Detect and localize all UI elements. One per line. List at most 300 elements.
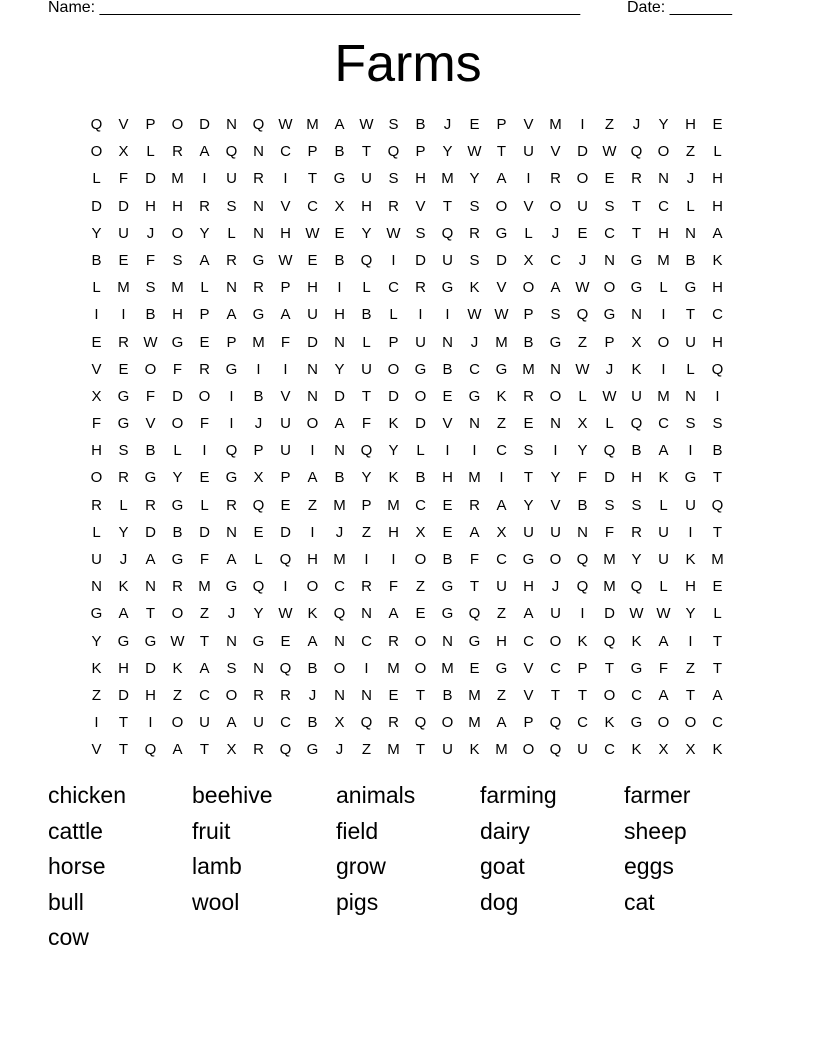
grid-cell: D bbox=[199, 116, 210, 133]
grid-cell: H bbox=[118, 659, 129, 677]
grid-cell: A bbox=[388, 605, 399, 623]
grid-cell: H bbox=[712, 197, 723, 215]
grid-cell: J bbox=[227, 605, 236, 623]
grid-cell: V bbox=[118, 116, 129, 133]
grid-cell: G bbox=[630, 659, 643, 677]
grid-cell: Y bbox=[442, 143, 453, 161]
grid-cell: O bbox=[144, 360, 157, 378]
grid-cell: W bbox=[170, 632, 185, 650]
grid-cell: K bbox=[307, 605, 318, 623]
grid-cell: U bbox=[496, 578, 507, 596]
grid-cell: Z bbox=[307, 496, 318, 514]
grid-cell: R bbox=[199, 197, 210, 215]
grid-cell: M bbox=[711, 551, 724, 568]
grid-cell: D bbox=[199, 523, 210, 541]
grid-cell: U bbox=[658, 523, 669, 541]
grid-cell: L bbox=[605, 415, 614, 433]
grid-cell: Q bbox=[711, 496, 724, 514]
grid-cell: I bbox=[121, 306, 126, 324]
grid-cell: Q bbox=[360, 251, 373, 269]
grid-cell: J bbox=[605, 360, 614, 378]
grid-cell: L bbox=[524, 224, 533, 242]
grid-cell: S bbox=[118, 442, 129, 460]
grid-cell: N bbox=[226, 116, 237, 133]
grid-cell: N bbox=[226, 279, 237, 297]
grid-cell: F bbox=[145, 251, 156, 269]
grid-cell: F bbox=[604, 523, 615, 541]
grid-cell: S bbox=[145, 279, 156, 297]
grid-cell: I bbox=[283, 578, 288, 596]
grid-cell: U bbox=[685, 496, 696, 514]
grid-cell: D bbox=[145, 523, 156, 541]
grid-cell: O bbox=[549, 632, 562, 650]
grid-cell: N bbox=[469, 415, 480, 433]
grid-cell: G bbox=[603, 306, 616, 324]
grid-cell: R bbox=[118, 469, 129, 487]
grid-cell: A bbox=[199, 143, 210, 161]
grid-cell: Q bbox=[225, 442, 238, 460]
grid-cell: Z bbox=[361, 523, 372, 541]
grid-cell: N bbox=[226, 632, 237, 650]
grid-cell: H bbox=[145, 686, 156, 704]
grid-cell: C bbox=[280, 143, 291, 161]
grid-cell: X bbox=[226, 741, 237, 759]
grid-cell: E bbox=[712, 578, 723, 596]
grid-cell: F bbox=[361, 415, 372, 433]
grid-cell: M bbox=[117, 279, 130, 297]
grid-cell: I bbox=[580, 605, 585, 623]
grid-cell: S bbox=[469, 197, 480, 215]
grid-cell: R bbox=[118, 333, 129, 351]
grid-cell: V bbox=[415, 197, 426, 215]
grid-cell: M bbox=[603, 578, 616, 596]
grid-cell: T bbox=[361, 143, 372, 161]
grid-cell: X bbox=[118, 143, 129, 161]
grid-cell: N bbox=[307, 360, 318, 378]
grid-cell: U bbox=[523, 143, 534, 161]
grid-cell: L bbox=[227, 224, 236, 242]
word-list-item: lamb bbox=[192, 853, 242, 879]
grid-cell: Q bbox=[333, 605, 346, 623]
grid-cell: F bbox=[199, 551, 210, 568]
grid-cell: T bbox=[145, 605, 156, 623]
grid-cell: I bbox=[148, 714, 153, 732]
grid-cell: C bbox=[523, 632, 534, 650]
grid-cell: I bbox=[445, 442, 450, 460]
grid-cell: A bbox=[199, 659, 210, 677]
grid-cell: L bbox=[92, 279, 101, 297]
grid-cell: Y bbox=[199, 224, 210, 242]
grid-cell: R bbox=[253, 170, 264, 188]
grid-cell: C bbox=[577, 714, 588, 732]
grid-cell: O bbox=[171, 605, 184, 623]
grid-cell: G bbox=[630, 714, 643, 732]
grid-cell: R bbox=[469, 496, 480, 514]
grid-cell: Q bbox=[279, 551, 292, 568]
grid-cell: R bbox=[388, 714, 399, 732]
grid-cell: K bbox=[685, 551, 696, 568]
grid-cell: A bbox=[280, 306, 291, 324]
grid-cell: Q bbox=[279, 659, 292, 677]
grid-cell: M bbox=[171, 170, 184, 188]
grid-cell: K bbox=[91, 659, 102, 677]
grid-cell: K bbox=[496, 387, 507, 405]
grid-cell: H bbox=[307, 551, 318, 568]
word-list-item: eggs bbox=[624, 853, 674, 879]
grid-cell: T bbox=[712, 632, 723, 650]
grid-cell: L bbox=[686, 197, 695, 215]
grid-cell: O bbox=[549, 551, 562, 568]
grid-cell: Y bbox=[172, 469, 183, 487]
grid-cell: F bbox=[199, 415, 210, 433]
grid-cell: I bbox=[688, 442, 693, 460]
grid-cell: U bbox=[307, 306, 318, 324]
grid-cell: V bbox=[550, 143, 561, 161]
grid-cell: O bbox=[603, 279, 616, 297]
grid-cell: F bbox=[658, 659, 669, 677]
grid-cell: C bbox=[307, 197, 318, 215]
word-list-item: horse bbox=[48, 853, 106, 879]
grid-cell: A bbox=[334, 415, 345, 433]
grid-cell: O bbox=[414, 551, 427, 568]
grid-cell: U bbox=[91, 551, 102, 568]
grid-cell: H bbox=[334, 306, 345, 324]
grid-cell: Z bbox=[496, 686, 507, 704]
grid-cell: K bbox=[631, 360, 642, 378]
grid-cell: T bbox=[307, 170, 318, 188]
grid-cell: B bbox=[91, 251, 102, 269]
grid-cell: U bbox=[280, 415, 291, 433]
grid-cell: J bbox=[146, 224, 155, 242]
grid-cell: R bbox=[253, 741, 264, 759]
grid-cell: H bbox=[145, 197, 156, 215]
grid-cell: X bbox=[496, 523, 507, 541]
grid-cell: I bbox=[310, 523, 315, 541]
grid-cell: G bbox=[144, 632, 157, 650]
grid-cell: O bbox=[90, 143, 103, 161]
grid-cell: O bbox=[306, 578, 319, 596]
grid-cell: H bbox=[388, 523, 399, 541]
grid-cell: I bbox=[661, 360, 666, 378]
grid-cell: G bbox=[171, 551, 184, 568]
word-list-item: cat bbox=[624, 888, 655, 915]
grid-cell: P bbox=[226, 333, 237, 351]
grid-cell: W bbox=[386, 224, 401, 242]
grid-cell: T bbox=[361, 387, 372, 405]
grid-cell: U bbox=[442, 251, 453, 269]
grid-cell: V bbox=[280, 197, 291, 215]
grid-cell: Y bbox=[577, 442, 588, 460]
grid-cell: K bbox=[172, 659, 183, 677]
word-list bbox=[48, 778, 768, 956]
grid-cell: P bbox=[523, 714, 534, 732]
grid-cell: O bbox=[90, 469, 103, 487]
grid-cell: O bbox=[441, 714, 454, 732]
grid-cell: R bbox=[253, 686, 264, 704]
grid-cell: P bbox=[496, 116, 507, 133]
grid-cell: L bbox=[389, 306, 398, 324]
grid-cell: S bbox=[388, 116, 399, 133]
grid-cell: G bbox=[522, 551, 535, 568]
grid-cell: R bbox=[199, 360, 210, 378]
grid-cell: G bbox=[495, 360, 508, 378]
grid-cell: Y bbox=[523, 496, 534, 514]
grid-cell: B bbox=[442, 551, 453, 568]
grid-cell: P bbox=[145, 116, 156, 133]
grid-cell: J bbox=[308, 686, 317, 704]
grid-cell: B bbox=[415, 116, 426, 133]
grid-cell: O bbox=[549, 197, 562, 215]
date-line: Date: _______ bbox=[627, 0, 732, 16]
grid-cell: X bbox=[91, 387, 102, 405]
grid-cell: K bbox=[658, 469, 669, 487]
grid-cell: C bbox=[361, 632, 372, 650]
grid-cell: H bbox=[415, 170, 426, 188]
grid-cell: J bbox=[632, 116, 641, 133]
grid-cell: M bbox=[387, 741, 400, 759]
grid-cell: E bbox=[523, 415, 534, 433]
grid-cell: J bbox=[578, 251, 587, 269]
grid-cell: T bbox=[685, 306, 696, 324]
word-list-item: field bbox=[336, 817, 379, 844]
grid-cell: U bbox=[685, 333, 696, 351]
grid-cell: E bbox=[280, 496, 291, 514]
grid-cell: T bbox=[415, 686, 426, 704]
grid-cell: P bbox=[415, 143, 426, 161]
grid-cell: Q bbox=[576, 306, 589, 324]
grid-cell: K bbox=[577, 632, 588, 650]
grid-cell: Q bbox=[630, 415, 643, 433]
grid-cell: N bbox=[145, 578, 156, 596]
grid-cell: T bbox=[604, 659, 615, 677]
grid-cell: N bbox=[253, 659, 264, 677]
grid-cell: Q bbox=[549, 714, 562, 732]
grid-cell: Y bbox=[118, 523, 129, 541]
grid-cell: R bbox=[631, 170, 642, 188]
grid-cell: O bbox=[171, 224, 184, 242]
grid-cell: Q bbox=[603, 632, 616, 650]
grid-cell: B bbox=[253, 387, 264, 405]
grid-cell: W bbox=[278, 605, 293, 623]
grid-cell: P bbox=[253, 442, 264, 460]
grid-cell: F bbox=[388, 578, 399, 596]
grid-cell: Q bbox=[279, 741, 292, 759]
grid-cell: E bbox=[469, 116, 480, 133]
name-line: Name: ______________________________________________________ bbox=[48, 0, 581, 16]
grid-cell: A bbox=[658, 686, 669, 704]
grid-cell: N bbox=[658, 170, 669, 188]
grid-cell: S bbox=[469, 251, 480, 269]
grid-cell: H bbox=[685, 116, 696, 133]
grid-cell: G bbox=[441, 578, 454, 596]
grid-cell: M bbox=[441, 170, 454, 188]
grid-cell: G bbox=[549, 333, 562, 351]
grid-cell: B bbox=[523, 333, 534, 351]
grid-cell: I bbox=[391, 251, 396, 269]
grid-cell: N bbox=[253, 197, 264, 215]
grid-cell: V bbox=[91, 741, 102, 759]
grid-cell: W bbox=[143, 333, 158, 351]
grid-cell: D bbox=[577, 143, 588, 161]
grid-cell: A bbox=[658, 442, 669, 460]
grid-cell: L bbox=[92, 523, 101, 541]
grid-cell: Z bbox=[361, 741, 372, 759]
grid-cell: P bbox=[307, 143, 318, 161]
grid-cell: V bbox=[523, 686, 534, 704]
word-list-item: dog bbox=[480, 888, 519, 915]
grid-cell: K bbox=[604, 714, 615, 732]
grid-cell: N bbox=[550, 415, 561, 433]
grid-cell: F bbox=[280, 333, 291, 351]
grid-cell: I bbox=[445, 306, 450, 324]
grid-cell: I bbox=[580, 116, 585, 133]
grid-cell: Q bbox=[576, 551, 589, 568]
grid-cell: I bbox=[229, 387, 234, 405]
grid-cell: H bbox=[523, 578, 534, 596]
grid-cell: T bbox=[577, 686, 588, 704]
grid-cell: A bbox=[469, 523, 480, 541]
grid-cell: Y bbox=[469, 170, 480, 188]
grid-cell: S bbox=[415, 224, 426, 242]
grid-cell: N bbox=[334, 333, 345, 351]
grid-cell: O bbox=[333, 659, 346, 677]
grid-cell: R bbox=[172, 143, 183, 161]
grid-cell: J bbox=[254, 415, 263, 433]
grid-cell: V bbox=[523, 197, 534, 215]
grid-cell: O bbox=[225, 686, 238, 704]
grid-cell: M bbox=[333, 496, 346, 514]
grid-cell: B bbox=[334, 469, 345, 487]
grid-cell: U bbox=[280, 442, 291, 460]
grid-cell: H bbox=[712, 170, 723, 188]
grid-cell: V bbox=[523, 116, 534, 133]
grid-cell: V bbox=[280, 387, 291, 405]
grid-cell: B bbox=[307, 659, 318, 677]
grid-cell: I bbox=[499, 469, 504, 487]
grid-cell: U bbox=[577, 741, 588, 759]
grid-cell: A bbox=[334, 116, 345, 133]
grid-cell: D bbox=[604, 605, 615, 623]
grid-cell: I bbox=[391, 551, 396, 568]
grid-cell: L bbox=[119, 496, 128, 514]
page-title: Farms bbox=[334, 35, 482, 93]
grid-cell: C bbox=[280, 714, 291, 732]
grid-cell: C bbox=[496, 551, 507, 568]
grid-cell: I bbox=[256, 360, 261, 378]
grid-cell: V bbox=[523, 659, 534, 677]
grid-cell: Z bbox=[199, 605, 210, 623]
grid-cell: I bbox=[229, 415, 234, 433]
word-search-grid bbox=[83, 111, 731, 764]
grid-cell: Q bbox=[630, 578, 643, 596]
grid-cell: Q bbox=[252, 496, 265, 514]
grid-cell: Z bbox=[685, 659, 696, 677]
grid-cell: C bbox=[631, 686, 642, 704]
grid-cell: L bbox=[713, 143, 722, 161]
grid-cell: I bbox=[202, 170, 207, 188]
grid-cell: T bbox=[523, 469, 534, 487]
grid-cell: P bbox=[280, 279, 291, 297]
grid-cell: K bbox=[118, 578, 129, 596]
grid-cell: I bbox=[310, 442, 315, 460]
grid-cell: M bbox=[198, 578, 211, 596]
grid-cell: J bbox=[551, 224, 560, 242]
grid-cell: N bbox=[334, 686, 345, 704]
grid-cell: M bbox=[306, 116, 319, 133]
grid-cell: W bbox=[575, 360, 590, 378]
grid-cell: Q bbox=[360, 442, 373, 460]
grid-cell: N bbox=[253, 143, 264, 161]
grid-cell: U bbox=[658, 551, 669, 568]
grid-cell: S bbox=[226, 197, 237, 215]
grid-cell: W bbox=[467, 143, 482, 161]
grid-cell: W bbox=[494, 306, 509, 324]
word-list-item: cow bbox=[48, 924, 89, 950]
grid-cell: T bbox=[712, 659, 723, 677]
grid-cell: A bbox=[226, 714, 237, 732]
grid-cell: C bbox=[388, 279, 399, 297]
grid-cell: E bbox=[91, 333, 102, 351]
grid-cell: N bbox=[361, 686, 372, 704]
grid-cell: A bbox=[226, 306, 237, 324]
grid-cell: O bbox=[522, 279, 535, 297]
grid-cell: M bbox=[657, 387, 670, 405]
word-list-item: farming bbox=[480, 782, 557, 808]
grid-cell: A bbox=[172, 741, 183, 759]
grid-cell: D bbox=[415, 415, 426, 433]
grid-cell: O bbox=[495, 197, 508, 215]
grid-cell: G bbox=[117, 415, 130, 433]
grid-cell: B bbox=[442, 686, 453, 704]
grid-cell: Z bbox=[604, 116, 615, 133]
grid-cell: G bbox=[117, 387, 130, 405]
grid-cell: P bbox=[199, 306, 210, 324]
grid-cell: W bbox=[467, 306, 482, 324]
grid-cell: Y bbox=[91, 224, 102, 242]
grid-cell: O bbox=[684, 714, 697, 732]
grid-cell: M bbox=[549, 116, 562, 133]
grid-cell: A bbox=[118, 605, 129, 623]
grid-cell: T bbox=[685, 686, 696, 704]
grid-cell: E bbox=[388, 686, 399, 704]
grid-cell: C bbox=[415, 496, 426, 514]
grid-cell: A bbox=[145, 551, 156, 568]
grid-cell: T bbox=[469, 578, 480, 596]
grid-cell: O bbox=[414, 387, 427, 405]
grid-cell: G bbox=[333, 170, 346, 188]
grid-cell: H bbox=[172, 197, 183, 215]
grid-cell: C bbox=[658, 197, 669, 215]
grid-cell: M bbox=[333, 551, 346, 568]
grid-cell: X bbox=[631, 333, 642, 351]
word-list-item: sheep bbox=[624, 817, 687, 844]
grid-cell: I bbox=[364, 551, 369, 568]
grid-cell: J bbox=[335, 523, 344, 541]
grid-cell: B bbox=[145, 442, 156, 460]
grid-cell: F bbox=[172, 360, 183, 378]
grid-cell: X bbox=[685, 741, 696, 759]
grid-cell: S bbox=[388, 170, 399, 188]
grid-cell: T bbox=[199, 632, 210, 650]
grid-cell: N bbox=[631, 306, 642, 324]
grid-cell: H bbox=[307, 279, 318, 297]
grid-cell: I bbox=[94, 714, 99, 732]
grid-cell: D bbox=[172, 387, 183, 405]
grid-cell: M bbox=[468, 469, 481, 487]
grid-cell: L bbox=[92, 170, 101, 188]
grid-cell: E bbox=[469, 659, 480, 677]
grid-cell: P bbox=[604, 333, 615, 351]
